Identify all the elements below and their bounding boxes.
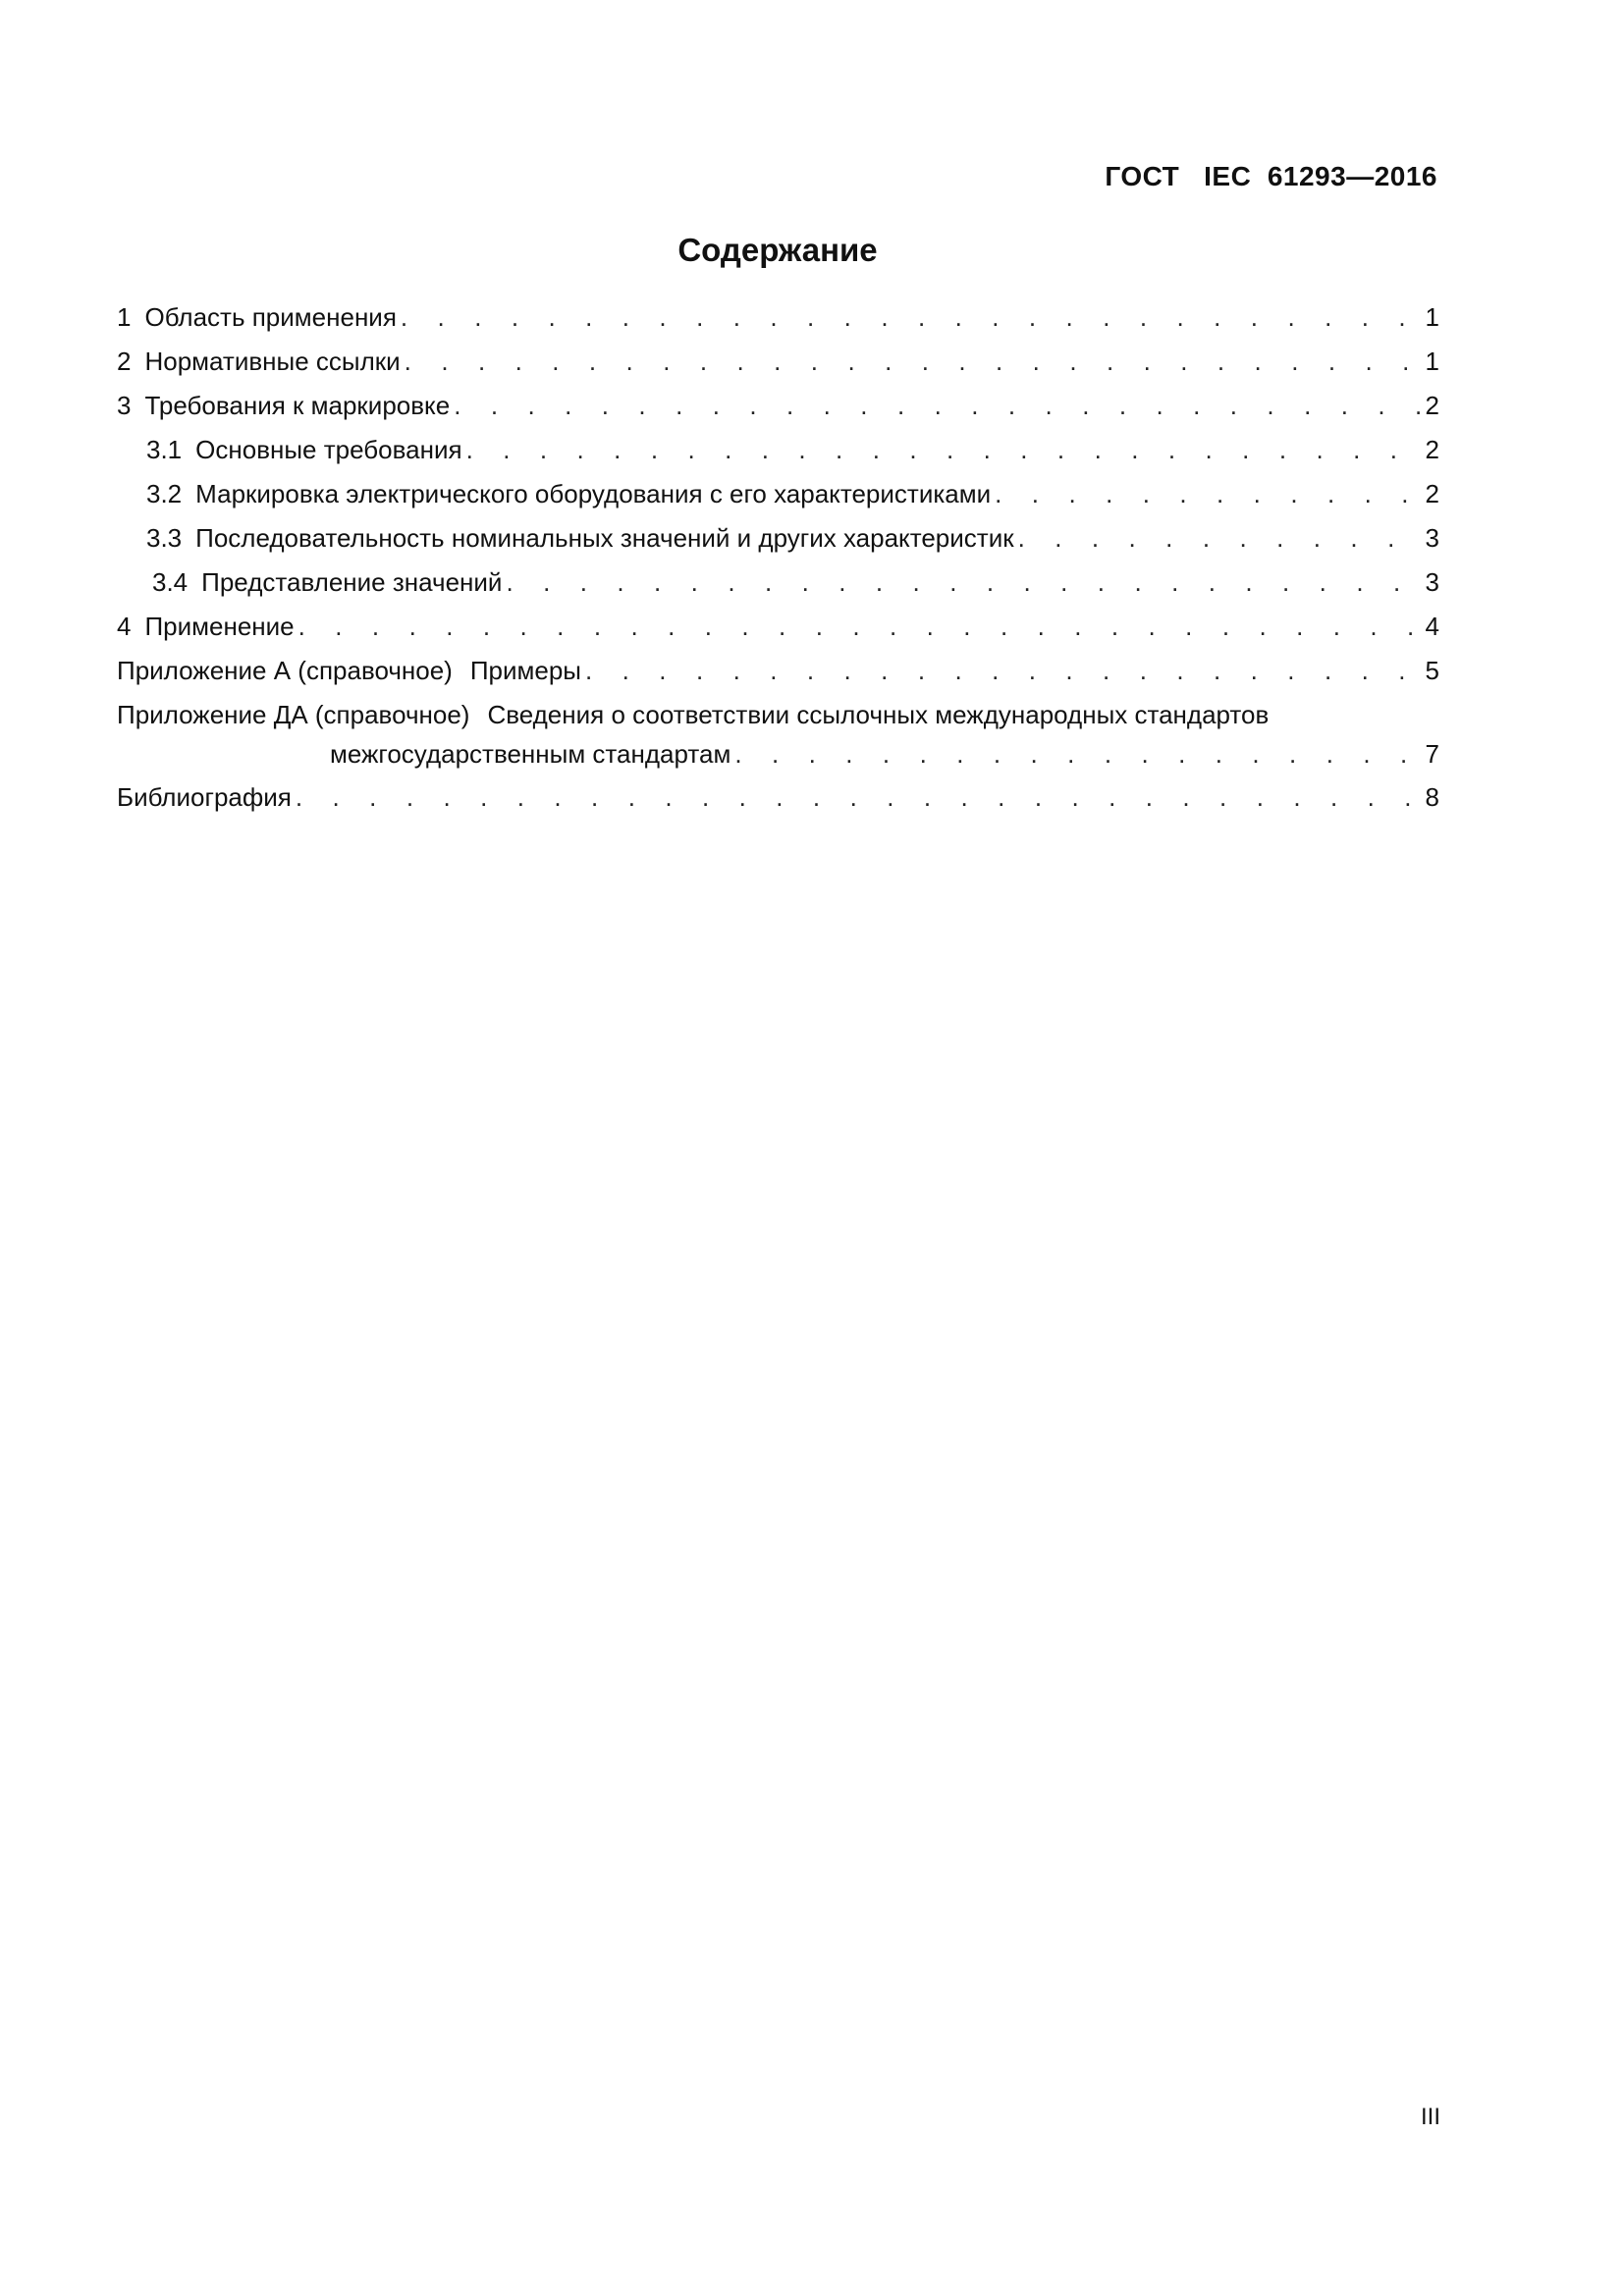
toc-title: Содержание xyxy=(677,232,878,268)
toc-entry-number: 3.3 xyxy=(146,523,183,553)
toc-entry-label: Нормативные ссылки xyxy=(144,347,401,376)
toc-entry-page: 7 xyxy=(1425,739,1439,769)
toc-entry-marking-requirements[interactable] xyxy=(117,390,1439,434)
toc-entry-value-representation[interactable] xyxy=(117,566,1439,611)
toc-entry-page: 2 xyxy=(1425,435,1439,464)
toc-entry-page: 2 xyxy=(1425,479,1439,508)
toc-entry-label: Представление значений xyxy=(201,567,503,597)
dot-leader xyxy=(296,781,1420,813)
toc-entry-annex-a[interactable] xyxy=(117,655,1439,699)
toc-entry-scope[interactable] xyxy=(117,301,1439,346)
table-of-contents xyxy=(117,301,1439,826)
dot-leader xyxy=(506,566,1419,598)
toc-entry-page: 4 xyxy=(1425,612,1439,641)
toc-entry-label: Библиография xyxy=(117,782,292,812)
toc-entry-label-continued: межгосударственным стандартам xyxy=(330,739,731,769)
toc-entry-label: Требования к маркировке xyxy=(144,391,451,420)
toc-annex-designation: Приложение ДА (справочное) xyxy=(117,700,470,729)
dot-leader xyxy=(401,301,1420,333)
toc-entry-number: 3.2 xyxy=(146,479,183,508)
toc-entry-number: 3 xyxy=(117,391,132,420)
toc-entry-page: 8 xyxy=(1425,782,1439,812)
dot-leader xyxy=(298,611,1420,642)
toc-entry-line-1 xyxy=(117,699,1439,738)
toc-entry-number: 1 xyxy=(117,302,132,332)
dot-leader xyxy=(1018,522,1420,554)
toc-entry-number: 2 xyxy=(117,347,132,376)
toc-entry-page: 1 xyxy=(1425,347,1439,376)
toc-entry-page: 2 xyxy=(1425,391,1439,420)
toc-entry-label: Сведения о соответствии ссылочных международных стандартов xyxy=(487,700,1270,729)
dot-leader xyxy=(405,346,1420,377)
toc-entry-label: Примеры xyxy=(469,656,581,685)
toc-entry-label: Маркировка электрического оборудования с его характеристиками xyxy=(195,479,992,508)
toc-entry-application[interactable] xyxy=(117,611,1439,655)
dot-leader xyxy=(995,478,1419,509)
toc-entry-line-2 xyxy=(117,738,1439,781)
toc-entry-number: 4 xyxy=(117,612,132,641)
toc-entry-number: 3.4 xyxy=(152,567,189,597)
toc-entry-page: 5 xyxy=(1425,656,1439,685)
page-number: III xyxy=(1420,2104,1440,2130)
toc-entry-rating-sequence[interactable] xyxy=(117,522,1439,566)
toc-entry-label: Основные требования xyxy=(195,435,462,464)
dot-leader xyxy=(585,655,1420,686)
toc-entry-bibliography[interactable] xyxy=(117,781,1439,826)
toc-annex-designation: Приложение А (справочное) xyxy=(117,656,453,685)
toc-entry-page: 3 xyxy=(1425,567,1439,597)
dot-leader xyxy=(734,738,1419,770)
toc-entry-label: Область применения xyxy=(144,302,397,332)
toc-entry-normative-references[interactable] xyxy=(117,346,1439,390)
toc-entry-basic-requirements[interactable] xyxy=(117,434,1439,478)
toc-entry-label: Последовательность номинальных значений и других характеристик xyxy=(195,523,1014,553)
dot-leader xyxy=(466,434,1420,465)
dot-leader xyxy=(454,390,1419,421)
document-code: ГОСТ IEC 61293—2016 xyxy=(1105,161,1437,191)
toc-entry-page: 3 xyxy=(1425,523,1439,553)
toc-entry-number: 3.1 xyxy=(146,435,183,464)
toc-entry-equipment-marking[interactable] xyxy=(117,478,1439,522)
toc-entry-label: Применение xyxy=(144,612,295,641)
toc-entry-annex-da[interactable] xyxy=(117,699,1439,781)
toc-entry-page: 1 xyxy=(1425,302,1439,332)
